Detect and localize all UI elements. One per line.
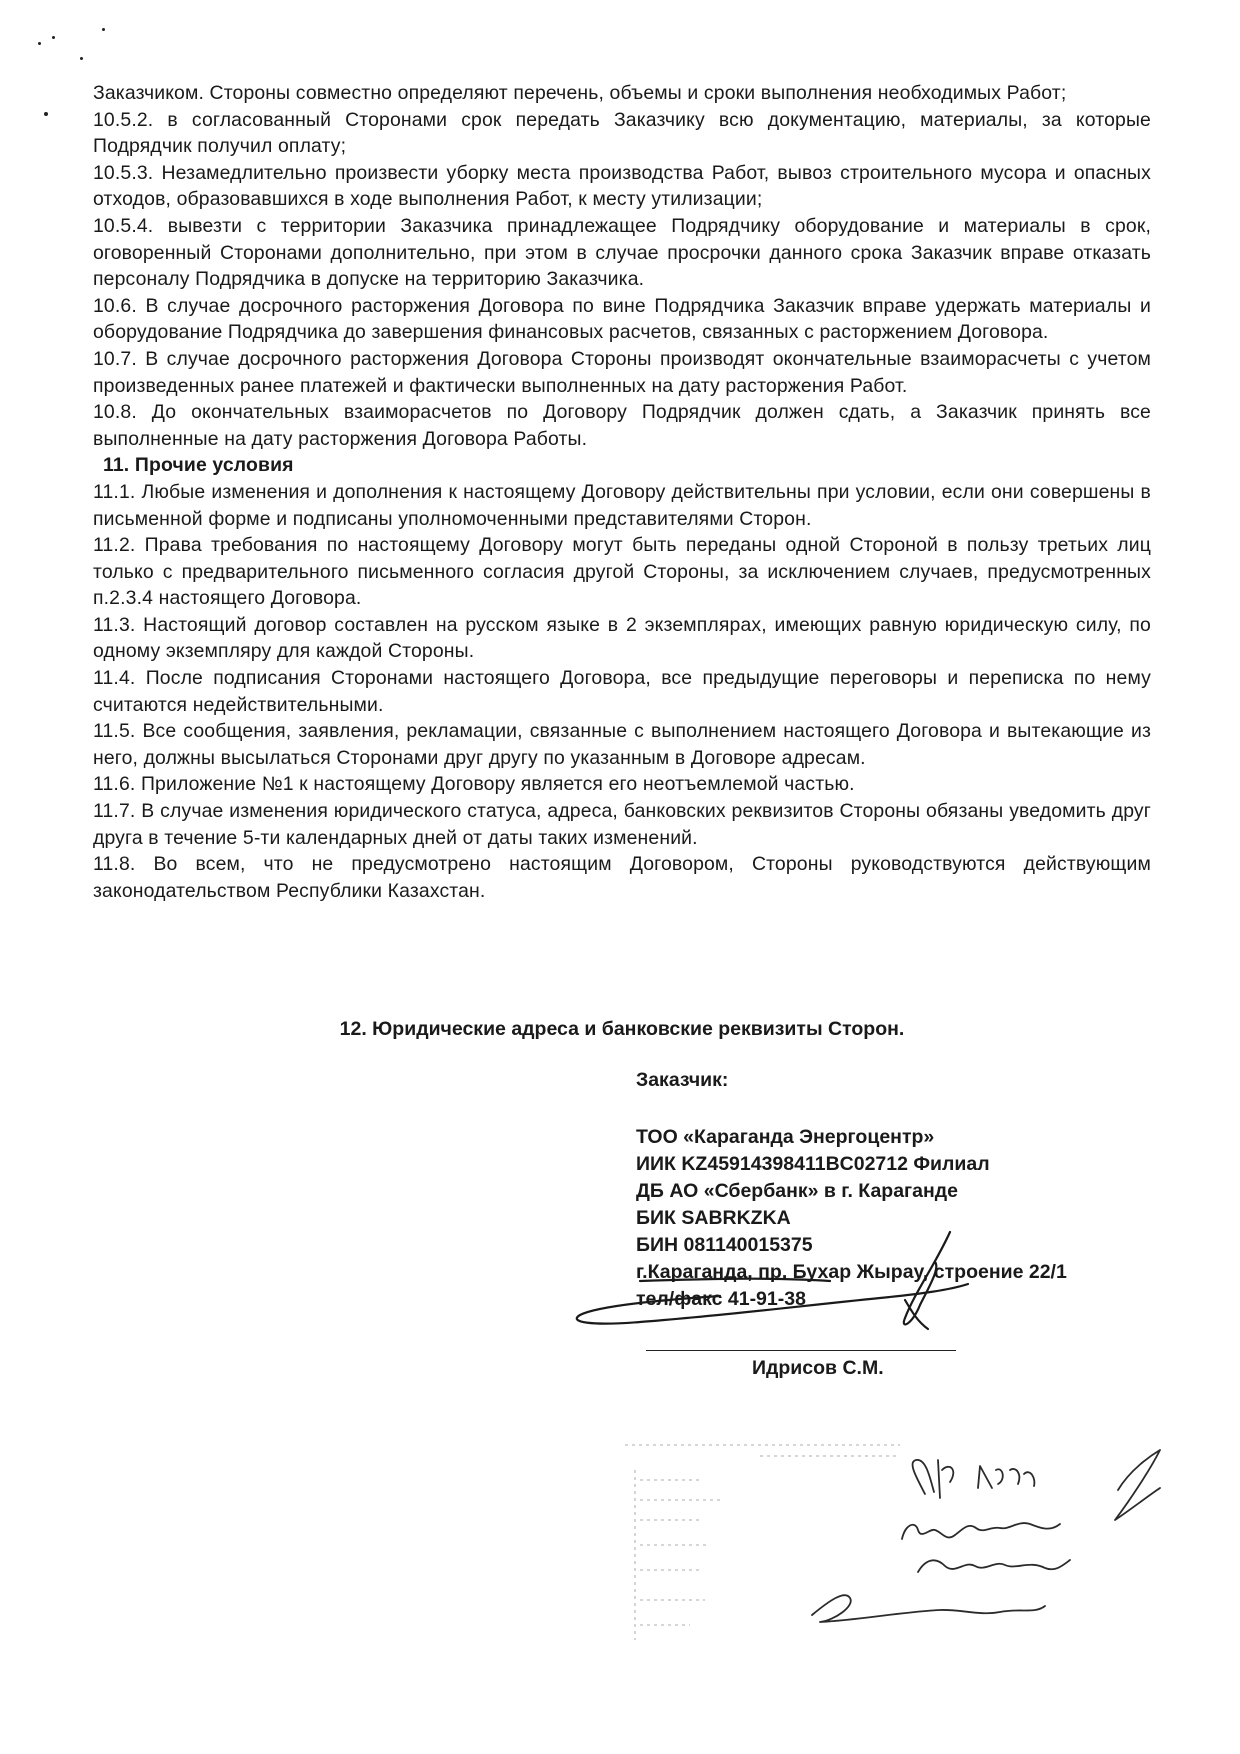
scan-speck	[44, 112, 48, 116]
paragraph: 11.8. Во всем, что не предусмотрено настоящим Договором, Стороны руководствуются действующим законодательством Республики Казахстан.	[93, 853, 1151, 902]
paragraph: 10.5.2. в согласованный Сторонами срок передать Заказчику всю документацию, материалы, за которые Подрядчик получил оплату;	[93, 108, 1151, 158]
scan-speck	[102, 28, 105, 31]
bin-line: БИН 081140015375	[636, 1234, 813, 1256]
paragraph: 10.5.3. Незамедлительно произвести уборку места производства Работ, вывоз строительного мусора и опасных отходов, образовавшихся в ходе выполнения Работ, к месту утилизации;	[93, 161, 1151, 211]
scan-speck	[80, 57, 83, 60]
phone-line: тел/факс 41-91-38	[636, 1288, 806, 1310]
paragraph: Заказчиком. Стороны совместно определяют перечень, объемы и сроки выполнения необходимых Работ;	[93, 82, 1067, 104]
paragraph: 11.3. Настоящий договор составлен на русском языке в 2 экземплярах, имеющих равную юридическую силу, по одному экземпляру для каждой Стороны.	[93, 613, 1151, 663]
address-line: г.Караганда, пр. Бухар Жырау, строение 22/1	[636, 1261, 1067, 1283]
bik-line: БИК SABRKZKA	[636, 1207, 791, 1229]
party-label: Заказчик:	[636, 1069, 729, 1091]
paragraph: 10.6. В случае досрочного расторжения Договора по вине Подрядчика Заказчик вправе удержать материалы и оборудование Подрядчика до завершения финансовых расчетов, связанных с расторжением Договора.	[93, 294, 1151, 344]
customer-requisites	[636, 1067, 1156, 1313]
scan-speck	[38, 42, 41, 45]
bank-line: ДБ АО «Сбербанк» в г. Караганде	[636, 1180, 959, 1202]
paragraph: 11.6. Приложение №1 к настоящему Договору является его неотъемлемой частью.	[93, 773, 855, 796]
iik-line: ИИК KZ45914398411BC02712 Филиал	[636, 1153, 990, 1175]
signer-name: Идрисов С.М.	[752, 1357, 884, 1379]
paragraph: 10.7. В случае досрочного расторжения Договора Стороны производят окончательные взаиморасчеты с учетом произведенных ранее платежей и фактически выполненных на дату расторжения Работ.	[93, 347, 1151, 397]
signature-line	[646, 1350, 956, 1351]
company-name: ТОО «Караганда Энергоцентр»	[636, 1126, 935, 1148]
paragraph: 11.2. Права требования по настоящему Договору могут быть переданы одной Стороной в пользу третьих лиц только с предварительного письменного согласия другой Стороны, за исключением случаев, предусмотренных п.2.3.4 настоящего Договора.	[93, 534, 1151, 610]
paragraph: 10.8. До окончательных взаиморасчетов по Договору Подрядчик должен сдать, а Заказчик принять все выполненные на дату расторжения Договора Работы.	[93, 401, 1151, 450]
faded-stamp-marks	[625, 1445, 900, 1640]
approval-scribbles	[812, 1450, 1160, 1622]
paragraph: 10.5.4. вывезти с территории Заказчика принадлежащее Подрядчику оборудование и материалы в срок, оговоренный Сторонами дополнительно, при этом в случае просрочки данного срока Заказчик вправе отказать персоналу Подрядчика в допуске на территорию Заказчика.	[93, 214, 1151, 291]
contract-body	[93, 80, 1151, 904]
paragraph: 11.1. Любые изменения и дополнения к настоящему Договору действительны при условии, если они совершены в письменной форме и подписаны уполномоченными представителями Сторон.	[93, 480, 1151, 530]
paragraph: 11.7. В случае изменения юридического статуса, адреса, банковских реквизитов Стороны обязаны уведомить друг друга в течение 5-ти календарных дней от даты таких изменений.	[93, 800, 1151, 849]
section-12-title: 12. Юридические адреса и банковские реквизиты Сторон.	[339, 1018, 905, 1040]
section-11-title: 11. Прочие условия	[103, 454, 294, 477]
paragraph: 11.5. Все сообщения, заявления, рекламации, связанные с выполнением настоящего Договора и вытекающие из него, должны высылаться Сторонами друг другу по указанным в Договоре адресам.	[93, 720, 1151, 769]
paragraph: 11.4. После подписания Сторонами настоящего Договора, все предыдущие переговоры и переписка по нему считаются недействительными.	[93, 667, 1151, 716]
scan-speck	[52, 36, 55, 39]
